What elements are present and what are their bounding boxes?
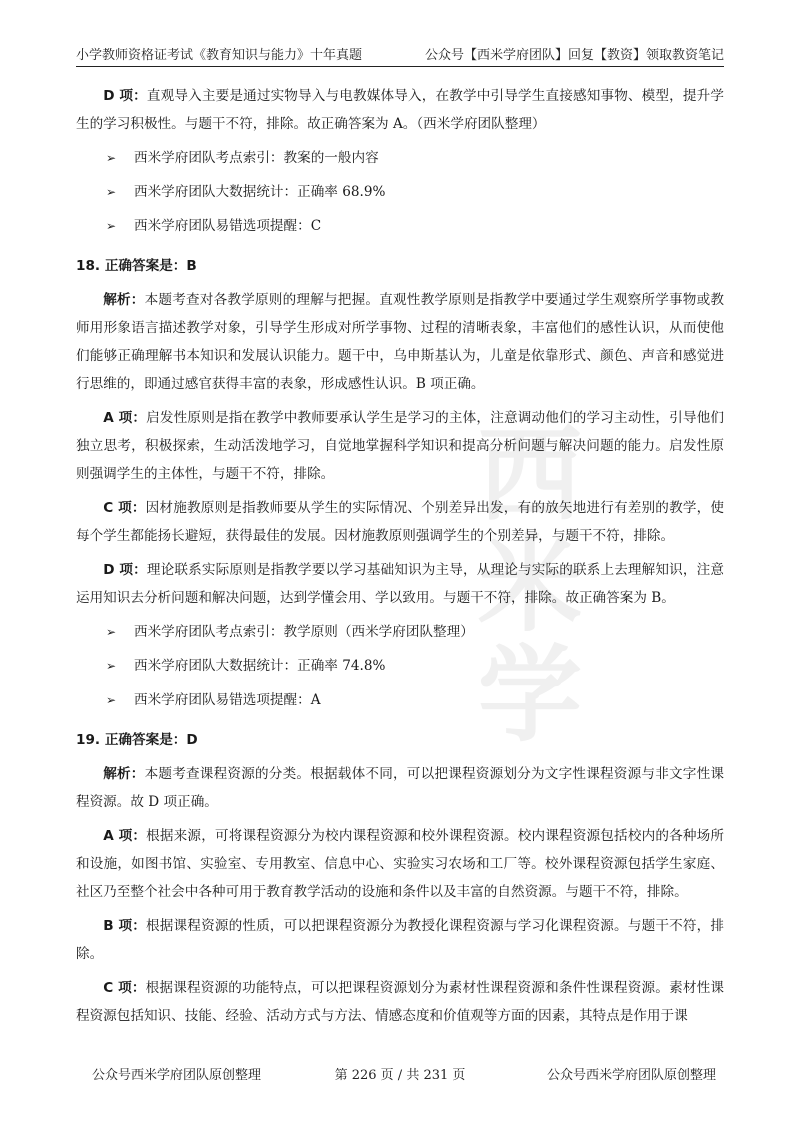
q19-option-c [76,974,724,1030]
bullet-text: 西米学府团队考点索引：教案的一般内容 [134,150,379,166]
page-number: 第 226 页 / 共 231 页 [334,1068,466,1083]
bullet-item [76,178,724,206]
option-text: 直观导入主要是通过实物导入与电教媒体导入，在教学中引导学生直接感知事物、模型，提升学生的学习积极性。与题干不符，排除。故正确答案为 A。（西米学府团队整理） [76,88,724,132]
option-text: 根据课程资源的性质，可以把课程资源分为教授化课程资源与学习化课程资源。与题干不符，排除。 [76,918,725,962]
question-18-title: 18. 正确答案是：B [76,258,197,274]
header-divider [76,66,724,67]
arrow-bullet-icon: ➢ [106,625,117,639]
prev-option-d [76,82,724,138]
page-body [76,82,724,1036]
option-label: C 项： [103,500,146,516]
option-text: 根据课程资源的功能特点，可以把课程资源划分为素材性课程资源和条件性课程资源。素材性课程资源包括知识、技能、经验、活动方式与方法、情感态度和价值观等方面的因素，其特点是作用于课 [76,980,725,1024]
arrow-bullet-icon: ➢ [106,219,117,233]
watermark-char: 学 [477,634,582,756]
option-label: A 项： [103,828,147,844]
arrow-bullet-icon: ➢ [106,185,117,199]
watermark-char: 米 [477,524,582,646]
bullet-text: 西米学府团队易错选项提醒：A [134,692,321,708]
arrow-bullet-icon: ➢ [106,151,117,165]
bullet-item [76,618,724,646]
option-text: 根据来源，可将课程资源分为校内课程资源和校外课程资源。校内课程资源包括校内的各种场所和设施，如图书馆、实验室、专用教室、信息中心、实验实习农场和工厂等。校外课程资源包括学生家庭、社区乃至整个社会中各种可用于教育教学活动的设施和条件以及丰富的自然资源。与题干不符，排除。 [76,828,724,900]
bullet-item [76,144,724,172]
page-footer [76,1064,724,1088]
bullet-item [76,212,724,240]
footer-right-credit: 公众号西米学府团队原创整理 [546,1068,716,1083]
analysis-label: 解析： [103,766,145,782]
watermark-char: 西 [477,414,582,536]
bullet-text: 西米学府团队大数据统计：正确率 68.9% [134,184,386,200]
bullet-item [76,686,724,714]
footer-left-credit: 公众号西米学府团队原创整理 [92,1068,262,1083]
arrow-bullet-icon: ➢ [106,693,117,707]
header-book-title: 小学教师资格证考试《教育知识与能力》十年真题 [76,48,363,63]
analysis-label: 解析： [103,292,145,308]
option-text: 因材施教原则是指教师要从学生的实际情况、个别差异出发，有的放矢地进行有差别的教学，使每个学生都能扬长避短，获得最佳的发展。因材施教原则强调学生的个别差异，与题干不符，排除。 [76,500,725,544]
option-label: A 项： [103,410,147,426]
bullet-text: 西米学府团队考点索引：教学原则（西米学府团队整理） [134,624,474,640]
q19-option-b [76,912,724,968]
arrow-bullet-icon: ➢ [106,659,117,673]
q18-option-c [76,494,724,550]
q19-analysis [76,760,724,816]
q19-option-a [76,822,724,906]
analysis-text: 本题考查课程资源的分类。根据载体不同，可以把课程资源划分为文字性课程资源与非文字性课程资源。故 D 项正确。 [76,766,725,810]
option-label: B 项： [103,918,146,934]
option-label: D 项： [103,562,147,578]
q18-option-a [76,404,724,488]
q18-option-d [76,556,724,612]
option-label: D 项： [103,88,147,104]
analysis-text: 本题考查对各教学原则的理解与把握。直观性教学原则是指教学中要通过学生观察所学事物或教师用形象语言描述教学对象，引导学生形成对所学事物、过程的清晰表象，丰富他们的感性认识，从而使他们能够正确理解书本知识和发展认识能力。题干中，乌申斯基认为，儿童是依靠形式、颜色、声音和感觉进行思维的，即通过感官获得丰富的表象，形成感性认识。B 项正确。 [76,292,725,392]
header-promo: 公众号【西米学府团队】回复【教资】领取教资笔记 [424,48,724,63]
bullet-text: 西米学府团队易错选项提醒：C [134,218,322,234]
option-label: C 项： [103,980,146,996]
q18-analysis [76,286,724,398]
option-text: 启发性原则是指在教学中教师要承认学生是学习的主体，注意调动他们的学习主动性，引导他们独立思考，积极探索，生动活泼地学习，自觉地掌握科学知识和提高分析问题与解决问题的能力。启发性原则强调学生的主体性，与题干不符，排除。 [76,410,724,482]
bullet-text: 西米学府团队大数据统计：正确率 74.8% [134,658,386,674]
option-text: 理论联系实际原则是指教学要以学习基础知识为主导，从理论与实际的联系上去理解知识，注意运用知识去分析问题和解决问题，达到学懂会用、学以致用。与题干不符，排除。故正确答案为 B。 [76,562,724,606]
question-19-title: 19. 正确答案是：D [76,732,198,748]
bullet-item [76,652,724,680]
page-header [76,40,724,64]
